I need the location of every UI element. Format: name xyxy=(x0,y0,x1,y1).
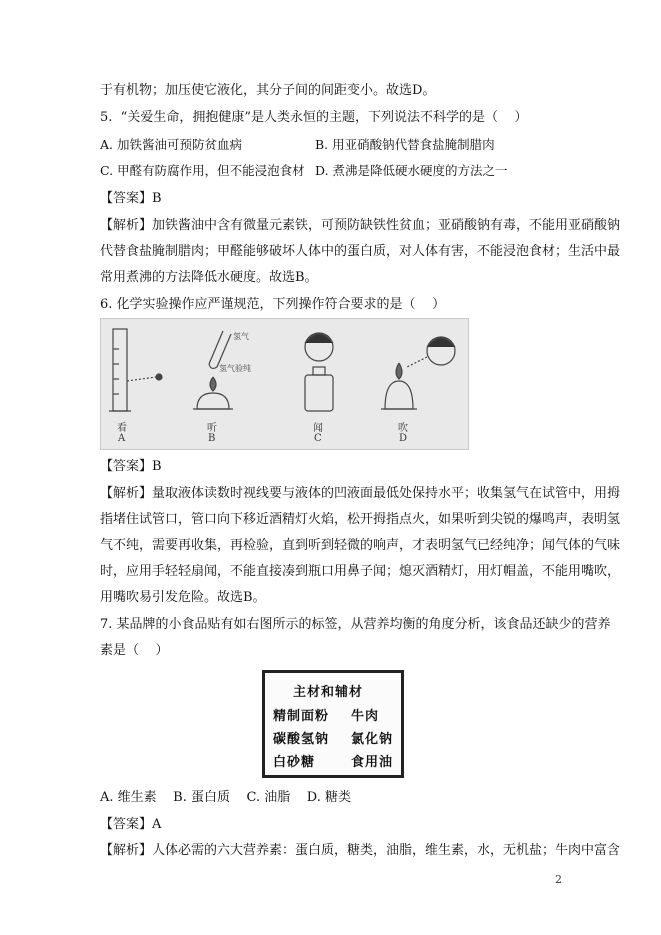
caption-a-letter: A xyxy=(118,433,126,444)
purity-test-label: 氢气验纯 xyxy=(219,364,251,373)
q5-option-b: B. 用亚硝酸钠代替食盐腌制腊肉 xyxy=(315,137,495,152)
food-label-item: 食用油 xyxy=(351,755,394,770)
page-number: 2 xyxy=(555,873,562,886)
experiment-figure xyxy=(100,318,469,450)
caption-a-word: 看 xyxy=(117,423,127,434)
explanation-6-line-4: 时，应用手轻轻扇闻，不能直接凑到瓶口用鼻子闻；熄灭酒精灯，用灯帽盖，不能用嘴吹， xyxy=(100,564,621,579)
food-label-item: 碳酸氢钠 xyxy=(273,732,330,747)
explanation-6-line-1: 【解析】量取液体读数时视线要与液体的凹液面最低处保持水平；收集氢气在试管中，用拇 xyxy=(100,486,621,501)
answer-7: 【答案】A xyxy=(100,817,162,832)
caption-c-letter: C xyxy=(314,433,322,444)
explanation-5-line-1: 【解析】加铁酱油中含有微量元素铁，可预防缺铁性贫血；亚硝酸钠有毒，不能用亚硝酸钠 xyxy=(100,218,621,233)
smelling-drawing xyxy=(305,333,333,411)
question-6: 6. 化学实验操作应严谨规范，下列操作符合要求的是（ ） xyxy=(100,297,446,312)
cylinder-drawing xyxy=(109,329,162,411)
question-7-line-2: 素是（ ） xyxy=(100,643,169,658)
explanation-6-line-5: 用嘴吹易引发危险。故选B。 xyxy=(100,590,266,605)
explanation-7-line-1: 【解析】人体必需的六大营养素：蛋白质，糖类，油脂，维生素，水，无机盐；牛肉中富含 xyxy=(100,843,621,858)
food-label-box xyxy=(262,670,404,778)
experiment-illustration xyxy=(101,319,468,449)
food-label-item: 牛肉 xyxy=(351,709,380,724)
caption-d-word: 吹 xyxy=(398,423,408,434)
q7-options: A. 维生素 B. 蛋白质 C. 油脂 D. 糖类 xyxy=(100,790,352,805)
food-label-item: 精制面粉 xyxy=(273,709,330,724)
explanation-6-line-3: 气不纯，需要再收集，再检验，直到听到轻微的响声，才表明氢气已经纯净；闻气体的气味 xyxy=(100,538,621,553)
text-line-1: 于有机物；加压使它液化，其分子间的间距变小。故选D。 xyxy=(100,83,436,98)
answer-6: 【答案】B xyxy=(100,459,162,474)
caption-b-letter: B xyxy=(208,433,216,444)
question-5: 5. “关爱生命，拥抱健康”是人类永恒的主题，下列说法不科学的是（ ） xyxy=(100,110,528,125)
explanation-5-line-2: 代替食盐腌制腊肉；甲醛能够破坏人体中的蛋白质，对人体有害，不能浸泡食材；生活中最 xyxy=(100,244,621,259)
question-7-line-1: 7. 某品牌的小食品贴有如右图所示的标签，从营养均衡的角度分析，该食品还缺少的营养 xyxy=(100,617,611,632)
hydrogen-label: 氢气 xyxy=(233,332,249,341)
caption-d-letter: D xyxy=(399,433,408,444)
q5-option-d: D. 煮沸是降低硬水硬度的方法之一 xyxy=(315,163,508,178)
explanation-5-line-3: 常用煮沸的方法降低水硬度。故选B。 xyxy=(100,270,318,285)
food-label-item: 白砂糖 xyxy=(273,755,316,770)
q5-option-a: A. 加铁酱油可预防贫血病 xyxy=(100,137,242,152)
caption-c-word: 闻 xyxy=(313,423,323,434)
explanation-6-line-2: 指堵住试管口，管口向下移近酒精灯火焰，松开拇指点火，如果听到尖锐的爆鸣声，表明氢 xyxy=(100,512,621,527)
food-label-item: 氯化钠 xyxy=(351,732,394,747)
answer-5: 【答案】B xyxy=(100,191,162,206)
blowing-drawing xyxy=(381,337,455,409)
food-label-title: 主材和辅材 xyxy=(293,685,364,700)
q5-option-c: C. 甲醛有防腐作用，但不能浸泡食材 xyxy=(100,163,305,178)
caption-b-word: 听 xyxy=(207,423,217,434)
